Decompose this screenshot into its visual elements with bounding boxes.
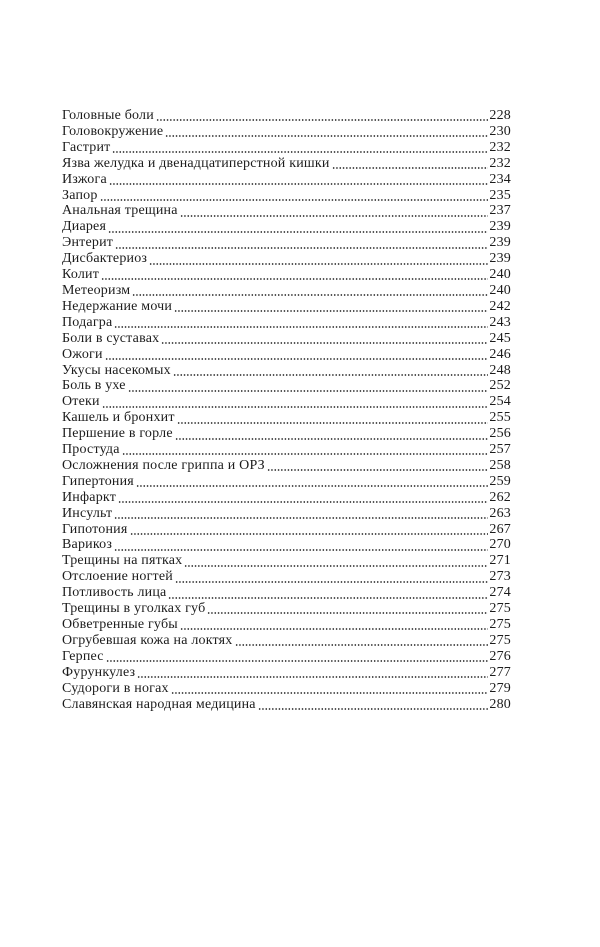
toc-entry: [62, 490, 511, 506]
dot-leader: [132, 283, 488, 299]
dot-leader: [118, 490, 488, 506]
dot-leader: [122, 442, 489, 458]
toc-entry: [62, 665, 511, 681]
dot-leader: [130, 522, 489, 538]
toc-entry-page-number: 271: [489, 553, 511, 569]
dot-leader: [156, 108, 488, 124]
dot-leader: [112, 140, 488, 156]
toc-entry: [62, 124, 511, 140]
toc-entry-page-number: 240: [489, 267, 511, 283]
dot-leader: [173, 363, 489, 379]
dot-leader: [149, 251, 488, 267]
toc-entry: [62, 394, 511, 410]
toc-entry-page-number: 239: [489, 251, 511, 267]
dot-leader: [100, 188, 489, 204]
dot-leader: [128, 378, 489, 394]
toc-entry-page-number: 246: [489, 346, 511, 362]
toc-entry-page-number: 263: [489, 505, 511, 521]
toc-entry: [62, 426, 511, 442]
toc-entry-page-number: 232: [489, 139, 511, 155]
toc-entry: [62, 347, 511, 363]
dot-leader: [114, 537, 488, 553]
dot-leader: [109, 172, 489, 188]
toc-entry-page-number: 275: [489, 632, 511, 648]
dot-leader: [136, 474, 488, 490]
toc-entry-title: Кашель и бронхит: [62, 410, 175, 426]
toc-entry-title: Гипотония: [62, 521, 128, 537]
toc-entry-title: Трещины на пятках: [62, 553, 183, 569]
dot-leader: [207, 601, 488, 617]
toc-entry: [62, 331, 511, 347]
dot-leader: [184, 553, 488, 569]
toc-entry-title: Осложнения после гриппа и ОРЗ: [62, 457, 265, 473]
toc-entry: [62, 474, 511, 490]
toc-entry-title: Запор: [62, 187, 98, 203]
dot-leader: [175, 426, 489, 442]
toc-entry-title: Метеоризм: [62, 282, 131, 298]
toc-entry: [62, 537, 511, 553]
toc-entry-title: Простуда: [62, 442, 120, 458]
toc-entry: [62, 172, 511, 188]
toc-entry-page-number: 255: [489, 410, 511, 426]
dot-leader: [165, 124, 488, 140]
dot-leader: [168, 585, 488, 601]
dot-leader: [101, 267, 488, 283]
toc-entry: [62, 442, 511, 458]
toc-entry: [62, 378, 511, 394]
toc-entry-title: Обветренные губы: [62, 617, 178, 632]
toc-entry-page-number: 243: [489, 314, 511, 330]
toc-entry-page-number: 242: [489, 298, 511, 314]
dot-leader: [180, 203, 489, 219]
dot-leader: [332, 156, 489, 172]
toc-entry: [62, 219, 511, 235]
dot-leader: [175, 569, 488, 585]
toc-entry-title: Отслоение ногтей: [62, 569, 173, 585]
toc-entry: [62, 156, 511, 172]
toc-entry-page-number: 234: [489, 171, 511, 187]
toc-entry: [62, 188, 511, 204]
toc-entry-title: Фурункулез: [62, 664, 136, 680]
dot-leader: [161, 331, 488, 347]
toc-entry-title: Трещины в уголках губ: [62, 601, 206, 617]
dot-leader: [258, 697, 489, 713]
dot-leader: [102, 394, 489, 410]
toc-entry-title: Потливость лица: [62, 585, 167, 601]
toc-entry-page-number: 277: [489, 664, 511, 680]
toc-entry: [62, 235, 511, 251]
toc-entry-page-number: 245: [489, 330, 511, 346]
toc-entry-title: Головные боли: [62, 108, 154, 123]
toc-entry-title: Гипертония: [62, 473, 134, 489]
toc-entry-title: Энтерит: [62, 235, 114, 251]
toc-entry-title: Боли в суставах: [62, 330, 160, 346]
toc-entry: [62, 633, 511, 649]
toc-entry-page-number: 257: [489, 442, 511, 458]
toc-entry-title: Колит: [62, 267, 100, 283]
dot-leader: [235, 633, 489, 649]
dot-leader: [108, 219, 488, 235]
toc-entry-page-number: 230: [489, 123, 511, 139]
toc-entry-page-number: 239: [489, 235, 511, 251]
dot-leader: [177, 410, 489, 426]
toc-entry-page-number: 273: [489, 569, 511, 585]
toc-entry: [62, 410, 511, 426]
toc-entry-page-number: 252: [489, 378, 511, 394]
toc-entry-page-number: 259: [489, 473, 511, 489]
toc-entry: [62, 251, 511, 267]
toc-entry-title: Отеки: [62, 394, 100, 410]
toc-entry-title: Язва желудка и двенадцатиперстной кишки: [62, 155, 330, 171]
toc-entry: [62, 315, 511, 331]
toc-entry-page-number: 232: [489, 155, 511, 171]
toc-entry-title: Судороги в ногах: [62, 680, 169, 696]
toc-entry: [62, 649, 511, 665]
toc-entry-title: Дисбактериоз: [62, 251, 148, 267]
toc-entry: [62, 267, 511, 283]
dot-leader: [106, 649, 489, 665]
toc-entry-title: Диарея: [62, 219, 107, 235]
toc-entry-title: Головокружение: [62, 123, 164, 139]
toc-entry-title: Подагра: [62, 314, 113, 330]
toc-entry: [62, 569, 511, 585]
dot-leader: [180, 617, 489, 633]
toc-entry: [62, 363, 511, 379]
toc-entry-page-number: 256: [489, 426, 511, 442]
dot-leader: [171, 681, 489, 697]
toc-entry-title: Боль в ухе: [62, 378, 126, 394]
toc-entry-title: Анальная трещина: [62, 203, 178, 219]
toc-entry-title: Славянская народная медицина: [62, 696, 256, 712]
toc-entry: [62, 283, 511, 299]
toc-entry: [62, 140, 511, 156]
toc-entry-title: Першение в горле: [62, 426, 173, 442]
dot-leader: [137, 665, 488, 681]
toc-entry-title: Инсульт: [62, 505, 113, 521]
toc-entry-title: Герпес: [62, 648, 104, 664]
dot-leader: [114, 315, 488, 331]
toc-entry: [62, 299, 511, 315]
toc-entry-page-number: 270: [489, 537, 511, 553]
toc-entry-page-number: 274: [489, 585, 511, 601]
toc-entry: [62, 522, 511, 538]
toc-entry-title: Ожоги: [62, 346, 103, 362]
toc-entry-title: Инфаркт: [62, 489, 117, 505]
toc-entry-page-number: 267: [489, 521, 511, 537]
toc-entry-title: Изжога: [62, 171, 107, 187]
toc-entry-page-number: 275: [489, 617, 511, 632]
toc-entry: [62, 601, 511, 617]
toc-entry: [62, 506, 511, 522]
toc-entry: [62, 203, 511, 219]
toc-entry-page-number: 237: [489, 203, 511, 219]
toc-entry-page-number: 279: [489, 680, 511, 696]
toc-entry: [62, 553, 511, 569]
toc-entry-title: Огрубевшая кожа на локтях: [62, 632, 233, 648]
toc-entry: [62, 617, 511, 633]
toc-entry-title: Укусы насекомых: [62, 362, 171, 378]
dot-leader: [174, 299, 488, 315]
toc-entry-page-number: 258: [489, 457, 511, 473]
toc-entry-page-number: 248: [489, 362, 511, 378]
toc-entry-page-number: 275: [489, 601, 511, 617]
dot-leader: [114, 506, 488, 522]
toc-entry-title: Варикоз: [62, 537, 113, 553]
toc-entry: [62, 108, 511, 124]
toc-entry-page-number: 262: [489, 489, 511, 505]
toc-entry: [62, 681, 511, 697]
toc-entry-page-number: 240: [489, 282, 511, 298]
toc-entry: [62, 697, 511, 713]
toc-entry-page-number: 235: [489, 187, 511, 203]
dot-leader: [115, 235, 488, 251]
toc-entry-page-number: 276: [489, 648, 511, 664]
dot-leader: [267, 458, 489, 474]
toc-entry-title: Недержание мочи: [62, 298, 173, 314]
toc-entry-page-number: 254: [489, 394, 511, 410]
toc-entry-page-number: 280: [489, 696, 511, 712]
toc-entry: [62, 458, 511, 474]
dot-leader: [105, 347, 489, 363]
toc-entry-page-number: 228: [489, 108, 511, 123]
toc-entry-page-number: 239: [489, 219, 511, 235]
toc-entry: [62, 585, 511, 601]
toc-entry-title: Гастрит: [62, 139, 111, 155]
table-of-contents: [62, 108, 511, 712]
